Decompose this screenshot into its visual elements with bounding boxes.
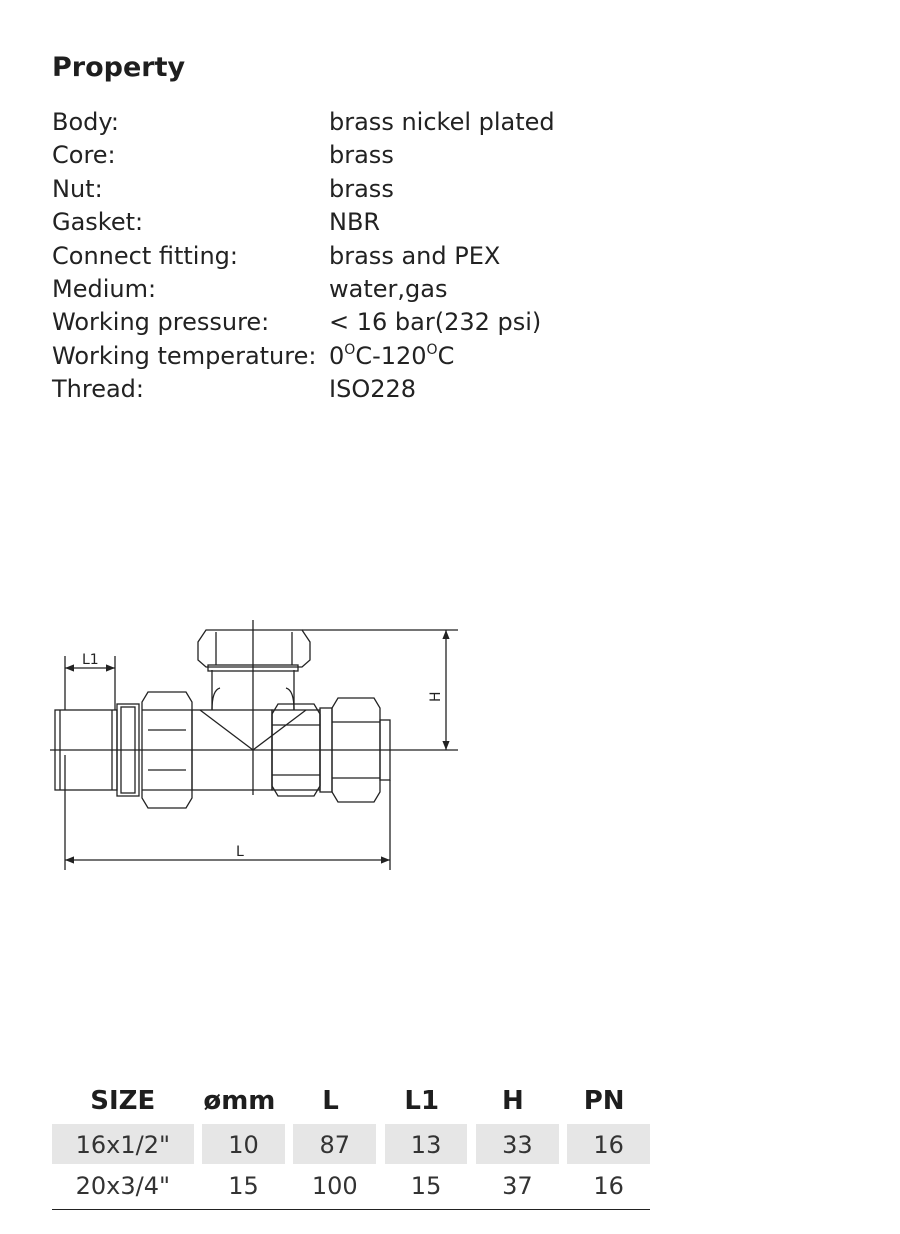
table-row <box>52 1124 650 1164</box>
table-row <box>52 1165 650 1205</box>
property-value <box>329 340 454 373</box>
cell-h: 33 <box>476 1124 559 1164</box>
temperature-min: 0 <box>329 341 345 370</box>
property-value: brass nickel plated <box>329 108 555 136</box>
cell-l: 87 <box>293 1124 376 1164</box>
cell-size: 16x1/2" <box>52 1124 194 1164</box>
temperature-range: C-120 <box>355 341 427 370</box>
property-row-medium <box>52 273 652 306</box>
temperature-unit: C <box>437 341 455 370</box>
property-value: water,gas <box>329 274 448 303</box>
property-row-nut <box>52 173 652 206</box>
degree-sign: O <box>344 341 356 358</box>
dimension-label-l: L <box>236 844 244 860</box>
table-bottom-rule <box>52 1209 650 1210</box>
cell-l1: 13 <box>385 1124 468 1164</box>
header-pn: PN <box>583 1086 625 1116</box>
property-value: ISO228 <box>329 375 417 404</box>
valve-technical-drawing <box>40 610 470 880</box>
property-label: Working temperature: <box>52 341 317 370</box>
cell-l: 100 <box>311 1172 358 1200</box>
page-title: Property <box>52 52 186 83</box>
property-row-working-pressure <box>52 306 652 339</box>
specification-table <box>52 1078 650 1206</box>
cell-l1: 15 <box>410 1172 442 1200</box>
property-value: brass and PEX <box>329 241 501 270</box>
property-row-connect-fitting <box>52 240 652 273</box>
header-l: L <box>322 1086 339 1116</box>
property-label: Nut: <box>52 174 103 203</box>
property-value: NBR <box>329 208 381 237</box>
property-list <box>52 106 652 407</box>
dimension-label-h: H <box>428 691 444 702</box>
cell-h: 37 <box>502 1172 533 1200</box>
property-label: Working pressure: <box>52 308 270 337</box>
header-size: SIZE <box>90 1086 156 1116</box>
header-h: H <box>502 1086 524 1116</box>
property-label: Thread: <box>52 375 145 404</box>
property-value: brass <box>329 174 394 203</box>
property-value: brass <box>329 141 394 170</box>
property-label: Gasket: <box>52 208 144 237</box>
cell-size: 20x3/4" <box>75 1172 171 1200</box>
property-value: < 16 bar(232 psi) <box>329 308 542 337</box>
property-label: Connect fitting: <box>52 241 238 270</box>
cell-pn: 16 <box>567 1124 650 1164</box>
property-row-core <box>52 139 652 172</box>
property-row-working-temperature <box>52 340 652 373</box>
property-row-gasket <box>52 206 652 239</box>
property-label: Medium: <box>52 274 157 303</box>
cell-diameter: 15 <box>228 1172 259 1200</box>
table-header <box>52 1078 650 1124</box>
header-l1: L1 <box>404 1086 440 1116</box>
cell-diameter: 10 <box>202 1124 285 1164</box>
property-label: Core: <box>52 141 116 170</box>
dimension-label-l1: L1 <box>82 652 99 668</box>
property-row-body <box>52 106 652 139</box>
degree-sign: O <box>426 341 438 358</box>
cell-pn: 16 <box>593 1172 624 1200</box>
property-label: Body: <box>52 108 119 136</box>
header-diameter: ømm <box>203 1086 276 1116</box>
property-row-thread <box>52 373 652 406</box>
